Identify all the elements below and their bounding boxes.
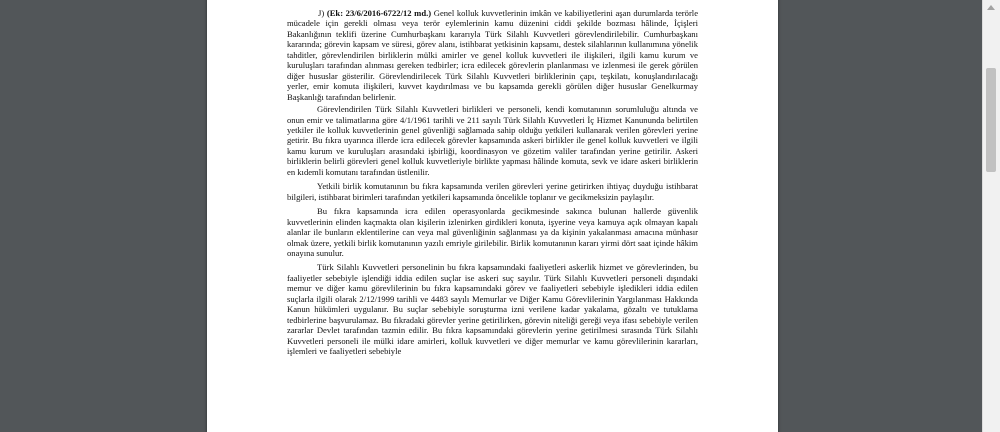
paragraph-5: Türk Silahlı Kuvvetleri personelinin bu fıkra kapsamındaki faaliyetleri askerlik hizmet ve görevlerinden, bu faaliyetler sebebiyle işlendiği iddia edilen suçlar ise askeri suç sayılır. Türk Silahlı Kuvvetleri personeli dışındaki memur ve diğer kamu görevlilerinin bu fıkra kapsamındaki görev ve faaliyetleri sebebiyle işledikleri iddia edilen suçlarla ilgili olarak 2/12/1999 tarihli ve 4483 sayılı Memurlar ve Diğer Kamu Görevlilerinin Yargılanması Hakkında Kanun hükümleri uygulanır. Bu suçlar sebebiyle soruşturma izni verilene kadar yakalama, gözaltı ve tutuklama tedbirlerine başvurulamaz. Bu fıkradaki görevler yerine getirilirken, görevin niteliği gereği veya ifası sebebiyle verilen zararlar Devlet tarafından tazmin edilir. Bu fıkra kapsamındaki görevlerin yerine getirilmesi sırasında Türk Silahlı Kuvvetleri personeli ile mülki idare amirleri, kolluk kuvvetleri ve diğer memurlar ve kamu görevlilerinin kararları, işlemleri ve faaliyetleri sebebiyle	[287, 262, 698, 357]
scroll-up-arrow-icon[interactable]	[987, 5, 995, 10]
paragraph-1	[287, 8, 698, 102]
scrollbar-thumb[interactable]	[986, 68, 996, 172]
document-body	[287, 8, 698, 359]
paragraph-2: Görevlendirilen Türk Silahlı Kuvvetleri birlikleri ve personeli, kendi komutanının sorumluluğu altında ve onun emir ve talimatlarına göre 4/1/1961 tarihli ve 211 sayılı Türk Silahlı Kuvvetleri İç Hizmet Kanununda belirtilen yetkiler ile kolluk kuvvetlerinin genel güvenliği sağlamada sahip olduğu yetkileri kullanarak verilen görevleri yerine getirir. Bu fıkra uyarınca illerde icra edilecek görevler kapsamında askeri birlikler ile genel kolluk kuvvetleri ve ilgili kamu kurum ve kuruluşları arasındaki işbirliği, koordinasyon ve gözetim valiler tarafından yerine getirilir. Askeri birliklerin belirli görevleri genel kolluk kuvvetleriyle birlikte yapması hâlinde komuta, sevk ve idare askeri birliklerin en kıdemli komutanı tarafından üstlenilir.	[287, 104, 698, 177]
clause-label: J)	[318, 8, 325, 18]
paragraph-4: Bu fıkra kapsamında icra edilen operasyonlarda gecikmesinde sakınca bulunan hallerde güvenlik kuvvetlerinin elinden kaçmakta olan kişilerin izlenirken girdikleri konuta, işyerine veya kamuya açık olmayan kapalı alanlar ile bunların eklentilerine can veya mal güvenliğinin sağlanması ya da kişinin yakalanması amacına münhasır olmak üzere, yetkili birlik komutanının yazılı emriyle girilebilir. Birlik komutanının kararı yirmi dört saat içinde hâkim onayına sunulur.	[287, 206, 698, 258]
paragraph-1-text: Genel kolluk kuvvetlerinin imkân ve kabiliyetlerini aşan durumlarda terörle mücadele için gerekli olması veya terör eylemlerinin kamu düzenini ciddi şekilde bozması hâlinde, İçişleri Bakanlığının teklifi üzerine Cumhurbaşkanı kararıyla Türk Silahlı Kuvvetleri görevlendirilebilir. Cumhurbaşkanı kararında; görevin kapsam ve süresi, görev alanı, istihbarat yetkisinin kapsamı, destek silahlarının kullanımına yönelik tahditler, görevlendirilen birliklerin mülki amirler ve genel kolluk kuvvetleri ile ilişkileri, ilgili kamu kurum ve kuruluşları tarafından alınması gereken tedbirler; icra edilecek görevlerin planlanması ve izlenmesi ile gerek görülen diğer hususlar gösterilir. Görevlendirilecek Türk Silahlı Kuvvetleri birliklerinin çapı, teşkilatı, konuşlandırılacağı yerler, emir komuta ilişkileri, kuvvet kaydırılması ve bu kapsamda gerekli görülen diğer hususlar Genelkurmay Başkanlığı tarafından belirlenir.	[287, 8, 699, 102]
vertical-scrollbar[interactable]	[982, 0, 1000, 432]
amendment-note: (Ek: 23/6/2016-6722/12 md.)	[324, 8, 432, 18]
document-page	[207, 0, 778, 432]
paragraph-3: Yetkili birlik komutanının bu fıkra kapsamında verilen görevleri yerine getirirken ihtiyaç duyduğu istihbarat bilgileri, istihbarat birimleri tarafından yetkileri kapsamında öncelikle toplanır ve gecikmeksizin paylaşılır.	[287, 181, 698, 202]
